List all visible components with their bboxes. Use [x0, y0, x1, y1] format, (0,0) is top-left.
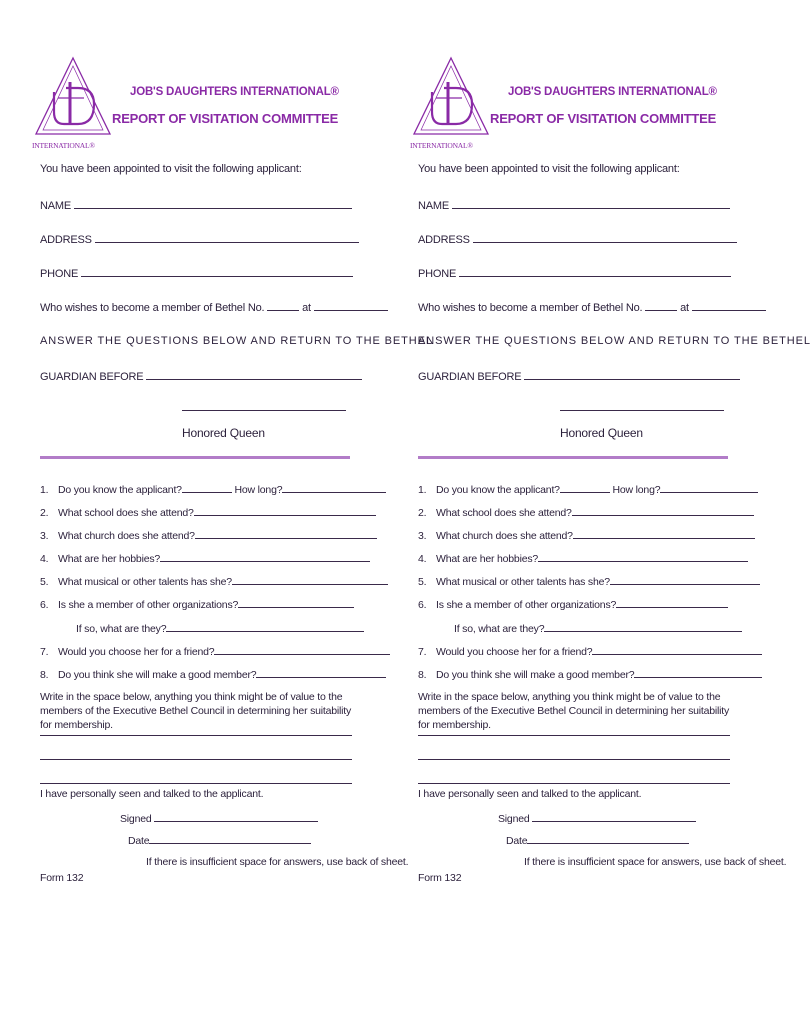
- address-input-line[interactable]: [95, 232, 359, 243]
- name-label: NAME: [418, 200, 449, 212]
- question-6-sub-line[interactable]: [544, 621, 742, 632]
- bethel-number-line[interactable]: [645, 300, 677, 311]
- question-4-line[interactable]: [538, 551, 748, 562]
- intro-text: You have been appointed to visit the following applicant:: [418, 163, 680, 175]
- answer-instruction: ANSWER THE QUESTIONS BELOW AND RETURN TO THE BETHEL: [418, 335, 811, 347]
- honored-queen-signature-line[interactable]: [182, 410, 346, 411]
- question-2-text: What school does she attend?: [58, 507, 194, 519]
- question-1[interactable]: [418, 482, 758, 496]
- phone-input-line[interactable]: [459, 266, 731, 277]
- question-8-line[interactable]: [256, 667, 386, 678]
- question-2-line[interactable]: [572, 505, 754, 516]
- question-7-text: Would you choose her for a friend?: [436, 646, 593, 658]
- visitation-form-left: [30, 50, 433, 900]
- question-5-number: 5.: [418, 576, 427, 588]
- question-5[interactable]: [40, 574, 388, 588]
- seen-statement: I have personally seen and talked to the applicant.: [418, 788, 642, 800]
- comment-line-2[interactable]: [418, 759, 730, 760]
- guardian-label: GUARDIAN BEFORE: [418, 371, 522, 383]
- signed-label: Signed: [120, 813, 152, 825]
- form-number: Form 132: [418, 872, 462, 884]
- question-2-number: 2.: [40, 507, 49, 519]
- question-1b-line[interactable]: [660, 482, 758, 493]
- question-3-text: What church does she attend?: [436, 530, 573, 542]
- question-1a-line[interactable]: [182, 482, 232, 493]
- question-4-text: What are her hobbies?: [436, 553, 539, 565]
- guardian-field[interactable]: [40, 369, 362, 383]
- question-8-text: Do you think she will make a good member?: [436, 669, 635, 681]
- address-label: ADDRESS: [40, 234, 92, 246]
- signed-field[interactable]: [120, 811, 318, 825]
- visitation-form-right: [408, 50, 811, 900]
- question-4[interactable]: [418, 551, 748, 565]
- report-title: REPORT OF VISITATION COMMITTEE: [490, 111, 717, 126]
- bethel-location-line[interactable]: [314, 300, 388, 311]
- question-4-number: 4.: [418, 553, 427, 565]
- seen-statement: I have personally seen and talked to the applicant.: [40, 788, 264, 800]
- guardian-date-line[interactable]: [146, 369, 362, 380]
- phone-field[interactable]: [418, 266, 731, 280]
- question-1b-text: How long?: [612, 484, 661, 496]
- question-6-sub-line[interactable]: [166, 621, 364, 632]
- guardian-date-line[interactable]: [524, 369, 740, 380]
- question-3-line[interactable]: [195, 528, 377, 539]
- bethel-field[interactable]: [418, 300, 766, 314]
- name-input-line[interactable]: [452, 198, 730, 209]
- question-6-number: 6.: [418, 599, 427, 611]
- address-field[interactable]: [418, 232, 737, 246]
- question-7[interactable]: [40, 644, 390, 658]
- logo-text: INTERNATIONAL®: [410, 141, 473, 150]
- question-5-line[interactable]: [610, 574, 760, 585]
- signed-label: Signed: [498, 813, 530, 825]
- question-2[interactable]: [40, 505, 376, 519]
- honored-queen-label: Honored Queen: [182, 426, 265, 440]
- question-6-sub-text: If so, what are they?: [454, 623, 545, 635]
- phone-input-line[interactable]: [81, 266, 353, 277]
- signed-line[interactable]: [532, 811, 696, 822]
- question-7-line[interactable]: [214, 644, 390, 655]
- question-4-number: 4.: [40, 553, 49, 565]
- phone-label: PHONE: [40, 268, 79, 280]
- address-field[interactable]: [40, 232, 359, 246]
- question-2-line[interactable]: [194, 505, 376, 516]
- bethel-at: at: [302, 302, 311, 314]
- question-1[interactable]: [40, 482, 386, 496]
- insufficient-space-note: If there is insufficient space for answers, use back of sheet.: [524, 856, 787, 868]
- question-5[interactable]: [418, 574, 760, 588]
- question-3-number: 3.: [418, 530, 427, 542]
- date-label: Date: [128, 835, 150, 847]
- signed-line[interactable]: [154, 811, 318, 822]
- comment-line-3[interactable]: [40, 783, 352, 784]
- question-3-text: What church does she attend?: [58, 530, 195, 542]
- question-5-text: What musical or other talents has she?: [58, 576, 232, 588]
- question-4[interactable]: [40, 551, 370, 565]
- address-label: ADDRESS: [418, 234, 470, 246]
- guardian-field[interactable]: [418, 369, 740, 383]
- insufficient-space-note: If there is insufficient space for answers, use back of sheet.: [146, 856, 409, 868]
- question-6-sub-text: If so, what are they?: [76, 623, 167, 635]
- phone-label: PHONE: [418, 268, 457, 280]
- question-7-line[interactable]: [592, 644, 762, 655]
- jobs-daughters-logo-icon: [30, 52, 116, 152]
- question-2-text: What school does she attend?: [436, 507, 572, 519]
- section-divider: [418, 456, 728, 459]
- question-6-line[interactable]: [616, 597, 728, 608]
- bethel-at: at: [680, 302, 689, 314]
- section-divider: [40, 456, 350, 459]
- question-7-text: Would you choose her for a friend?: [58, 646, 215, 658]
- guardian-label: GUARDIAN BEFORE: [40, 371, 144, 383]
- question-2[interactable]: [418, 505, 754, 519]
- honored-queen-signature-line[interactable]: [560, 410, 724, 411]
- name-field[interactable]: [40, 198, 352, 212]
- question-8-number: 8.: [40, 669, 49, 681]
- question-5-line[interactable]: [232, 574, 388, 585]
- question-3-line[interactable]: [573, 528, 755, 539]
- report-title: REPORT OF VISITATION COMMITTEE: [112, 111, 339, 126]
- honored-queen-label: Honored Queen: [560, 426, 643, 440]
- org-title: JOB'S DAUGHTERS INTERNATIONAL®: [130, 86, 339, 98]
- question-8[interactable]: [418, 667, 762, 681]
- date-field[interactable]: [128, 833, 311, 847]
- bethel-prefix: Who wishes to become a member of Bethel No.: [40, 302, 265, 314]
- comment-line-1[interactable]: [40, 735, 352, 736]
- question-1a-text: Do you know the applicant?: [58, 484, 182, 496]
- name-input-line[interactable]: [74, 198, 352, 209]
- question-1a-text: Do you know the applicant?: [436, 484, 560, 496]
- date-line[interactable]: [527, 833, 689, 844]
- question-4-text: What are her hobbies?: [58, 553, 161, 565]
- question-6[interactable]: [40, 597, 354, 611]
- bethel-location-line[interactable]: [692, 300, 766, 311]
- question-7-number: 7.: [418, 646, 427, 658]
- question-8[interactable]: [40, 667, 386, 681]
- address-input-line[interactable]: [473, 232, 737, 243]
- question-2-number: 2.: [418, 507, 427, 519]
- jobs-daughters-logo-icon: [408, 52, 494, 152]
- question-6-sub[interactable]: [454, 621, 742, 635]
- question-6[interactable]: [418, 597, 728, 611]
- question-5-number: 5.: [40, 576, 49, 588]
- question-5-text: What musical or other talents has she?: [436, 576, 610, 588]
- write-instructions: Write in the space below, anything you think might be of value to the members of the Executive Bethel Council in determining her suitability for membership.: [418, 691, 730, 731]
- bethel-number-line[interactable]: [267, 300, 299, 311]
- question-1-number: 1.: [418, 484, 427, 496]
- name-field[interactable]: [418, 198, 730, 212]
- question-6-sub[interactable]: [76, 621, 364, 635]
- comment-line-1[interactable]: [418, 735, 730, 736]
- question-3-number: 3.: [40, 530, 49, 542]
- date-field[interactable]: [506, 833, 689, 847]
- name-label: NAME: [40, 200, 71, 212]
- question-6-text: Is she a member of other organizations?: [58, 599, 239, 611]
- question-8-number: 8.: [418, 669, 427, 681]
- bethel-field[interactable]: [40, 300, 388, 314]
- question-1b-text: How long?: [234, 484, 283, 496]
- date-label: Date: [506, 835, 528, 847]
- question-4-line[interactable]: [160, 551, 370, 562]
- question-6-text: Is she a member of other organizations?: [436, 599, 617, 611]
- logo-text: INTERNATIONAL®: [32, 141, 95, 150]
- question-6-number: 6.: [40, 599, 49, 611]
- form-number: Form 132: [40, 872, 84, 884]
- question-7[interactable]: [418, 644, 762, 658]
- question-1a-line[interactable]: [560, 482, 610, 493]
- question-3[interactable]: [40, 528, 377, 542]
- question-8-text: Do you think she will make a good member?: [58, 669, 257, 681]
- org-title: JOB'S DAUGHTERS INTERNATIONAL®: [508, 86, 717, 98]
- question-1-number: 1.: [40, 484, 49, 496]
- date-line[interactable]: [149, 833, 311, 844]
- question-3[interactable]: [418, 528, 755, 542]
- question-1b-line[interactable]: [282, 482, 386, 493]
- question-8-line[interactable]: [634, 667, 762, 678]
- phone-field[interactable]: [40, 266, 353, 280]
- comment-line-2[interactable]: [40, 759, 352, 760]
- comment-line-3[interactable]: [418, 783, 730, 784]
- question-6-line[interactable]: [238, 597, 354, 608]
- write-instructions: Write in the space below, anything you think might be of value to the members of the Executive Bethel Council in determining her suitability for membership.: [40, 691, 352, 731]
- signed-field[interactable]: [498, 811, 696, 825]
- bethel-prefix: Who wishes to become a member of Bethel No.: [418, 302, 643, 314]
- question-7-number: 7.: [40, 646, 49, 658]
- intro-text: You have been appointed to visit the following applicant:: [40, 163, 302, 175]
- answer-instruction: ANSWER THE QUESTIONS BELOW AND RETURN TO THE BETHEL: [40, 335, 433, 347]
